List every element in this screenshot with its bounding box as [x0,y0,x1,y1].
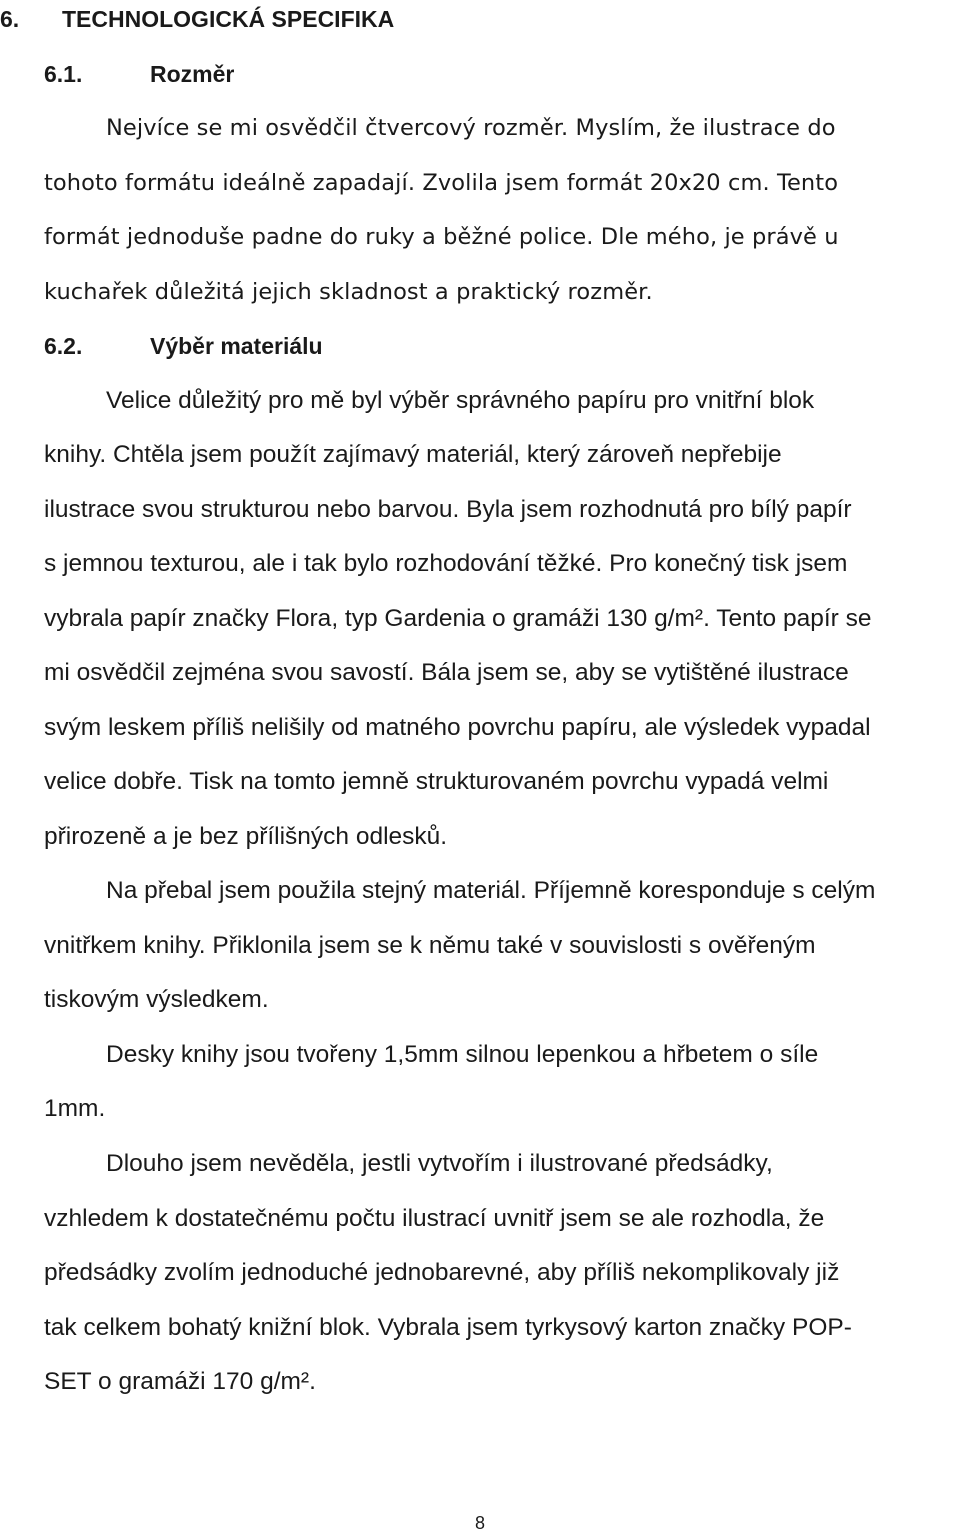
paragraph-line: kuchařek důležitá jejich skladnost a praktický rozměr. [44,279,653,305]
paragraph-line: tak celkem bohatý knižní blok. Vybrala jsem tyrkysový karton značky POP- [44,1314,852,1341]
section-title: TECHNOLOGICKÁ SPECIFIKA [62,6,395,32]
paragraph-line: mi osvědčil zejména svou savostí. Bála jsem se, aby se vytištěné ilustrace [44,659,849,686]
paragraph-line: formát jednoduše padne do ruky a běžné police. Dle mého, je právě u [44,224,839,250]
page-number: 8 [475,1513,486,1533]
paragraph-line: předsádky zvolím jednoduché jednobarevné, aby příliš nekomplikovaly již [44,1259,840,1286]
paragraph-line: knihy. Chtěla jsem použít zajímavý materiál, který zároveň nepřebije [44,441,782,468]
paragraph-line: Desky knihy jsou tvořeny 1,5mm silnou lepenkou a hřbetem o síle [106,1041,819,1068]
paragraph-line: velice dobře. Tisk na tomto jemně strukturovaném povrchu vypadá velmi [44,768,829,795]
paragraph-line: 1mm. [44,1095,106,1122]
paragraph-line: tiskovým výsledkem. [44,986,269,1013]
paragraph-line: s jemnou texturou, ale i tak bylo rozhodování těžké. Pro konečný tisk jsem [44,550,848,577]
paragraph-line: vybrala papír značky Flora, typ Gardenia o gramáži 130 g/m². Tento papír se [44,605,872,632]
subsection-heading-2 [44,331,323,361]
paragraph-line: vnitřkem knihy. Přiklonila jsem se k němu také v souvislosti s ověřeným [44,932,816,959]
paragraph-line: ilustrace svou strukturou nebo barvou. Byla jsem rozhodnutá pro bílý papír [44,496,852,523]
paragraph-line: tohoto formátu ideálně zapadají. Zvolila jsem formát 20x20 cm. Tento [44,170,839,196]
subsection-number-2: 6.2. [44,333,83,359]
subsection-title-2: Výběr materiálu [150,333,323,359]
subsection-heading-1 [44,59,234,89]
paragraph-line: Dlouho jsem nevěděla, jestli vytvořím i ilustrované předsádky, [106,1150,773,1177]
paragraph-line: Nejvíce se mi osvědčil čtvercový rozměr. Myslím, že ilustrace do [106,115,836,141]
section-number: 6. [0,6,20,32]
subsection-number-1: 6.1. [44,61,83,87]
section-heading [0,4,394,34]
paragraph-line: SET o gramáži 170 g/m². [44,1368,316,1395]
paragraph-line: Na přebal jsem použila stejný materiál. Příjemně koresponduje s celým [106,877,876,904]
paragraph-line: přirozeně a je bez přílišných odlesků. [44,823,448,850]
paragraph-line: Velice důležitý pro mě byl výběr správného papíru pro vnitřní blok [106,387,815,414]
subsection-title-1: Rozměr [150,61,235,87]
paragraph-line: vzhledem k dostatečnému počtu ilustrací uvnitř jsem se ale rozhodla, že [44,1205,825,1232]
paragraph-line: svým leskem příliš nelišily od matného povrchu papíru, ale výsledek vypadal [44,714,871,741]
